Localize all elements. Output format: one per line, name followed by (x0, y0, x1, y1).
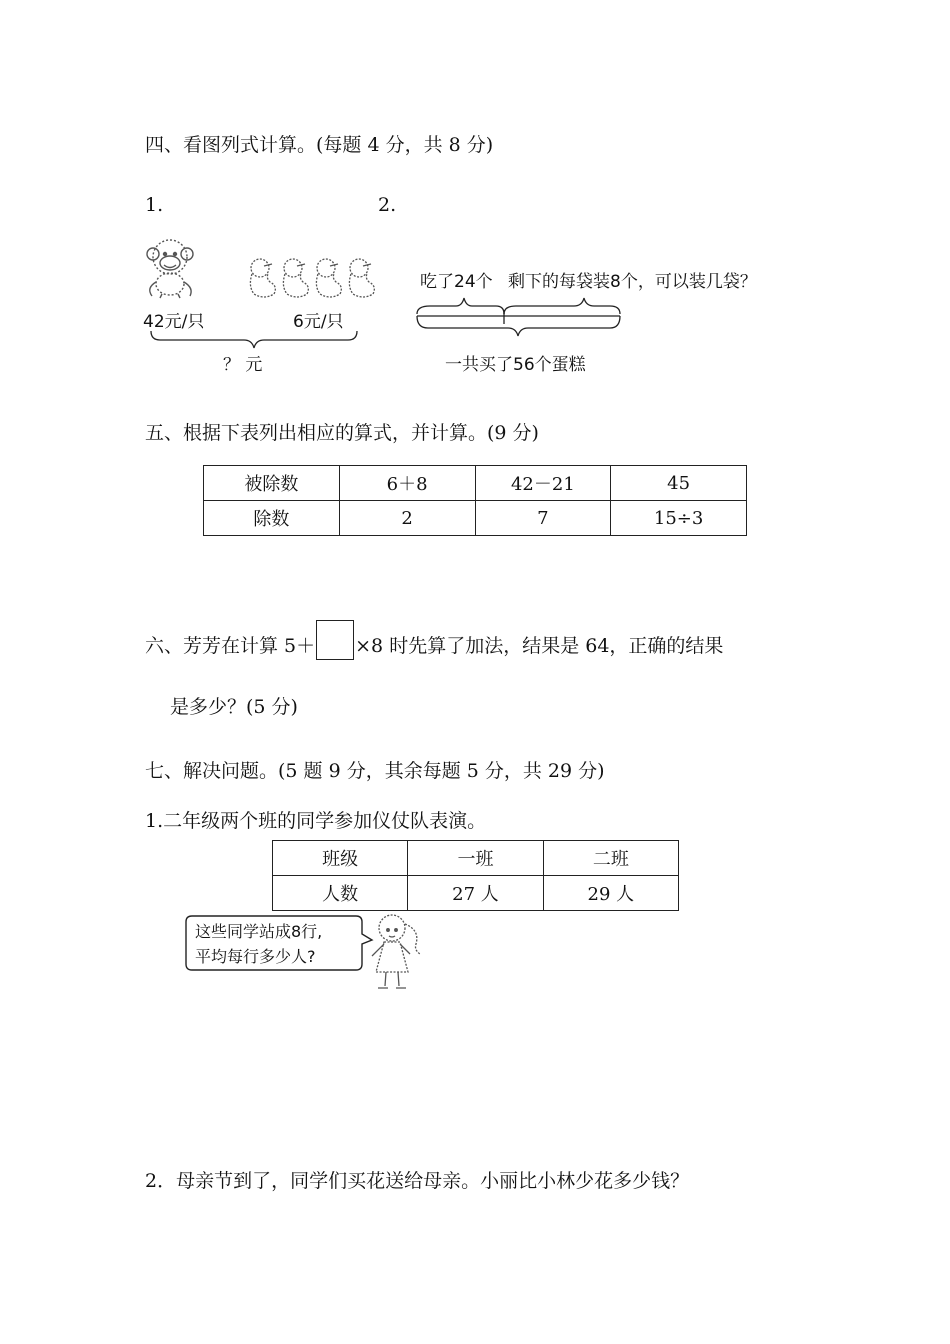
section6-line1 (145, 620, 723, 660)
section6-text-before: 六、芳芳在计算 5＋ (145, 635, 316, 657)
section6-text-after: ×8 时先算了加法，结果是 64，正确的结果 (355, 635, 724, 657)
girl-illustration (362, 910, 428, 994)
table-cell: 人数 (273, 876, 408, 911)
table-cell: 除数 (204, 501, 340, 536)
section6-line2: 是多少？(5 分) (170, 696, 298, 718)
table-cell: 7 (475, 501, 611, 536)
q2-number: 2. (378, 194, 397, 216)
table-cell: 班级 (273, 841, 408, 876)
table-row (273, 841, 679, 876)
section4-heading: 四、看图列式计算。(每题 4 分，共 8 分) (145, 134, 494, 156)
q2-total-label: 一共买了56个蛋糕 (445, 355, 586, 375)
monkey-illustration (140, 232, 206, 300)
table-cell: 被除数 (204, 466, 340, 501)
section5-heading: 五、根据下表列出相应的算式，并计算。(9 分) (145, 422, 539, 444)
class-count-table (272, 840, 679, 911)
blank-box (316, 620, 354, 660)
table-cell: 27 人 (408, 876, 543, 911)
section7-heading: 七、解决问题。(5 题 9 分，其余每题 5 分，共 29 分) (145, 760, 605, 782)
table-cell: 6＋8 (339, 466, 475, 501)
bubble-line-1: 这些同学站成8行, (195, 922, 323, 941)
ducks-illustration (244, 256, 376, 302)
monkey-price-label: 42元/只 (143, 312, 205, 332)
q1-total-brace (148, 328, 360, 350)
table-row (204, 501, 747, 536)
bubble-line-2: 平均每行多少人? (195, 947, 316, 966)
dividend-divisor-table (203, 465, 747, 536)
table-row (273, 876, 679, 911)
q2-segment-diagram (412, 294, 626, 352)
table-cell: 二班 (543, 841, 678, 876)
table-row (204, 466, 747, 501)
section7-q1-text: 1.二年级两个班的同学参加仪仗队表演。 (145, 810, 487, 832)
table-cell: 15÷3 (611, 501, 747, 536)
table-cell: 2 (339, 501, 475, 536)
table-cell: 29 人 (543, 876, 678, 911)
table-cell: 45 (611, 466, 747, 501)
q1-number: 1. (145, 194, 164, 216)
table-cell: 42－21 (475, 466, 611, 501)
q1-total-label: ？ 元 (223, 355, 263, 375)
q2-rest-label: 剩下的每袋装8个，可以装几袋？ (508, 272, 757, 292)
duck-price-label: 6元/只 (293, 312, 344, 332)
table-cell: 一班 (408, 841, 543, 876)
q2-eaten-label: 吃了24个 (420, 272, 493, 292)
section7-q2-text: 2．母亲节到了，同学们买花送给母亲。小丽比小林少花多少钱？ (145, 1170, 690, 1192)
